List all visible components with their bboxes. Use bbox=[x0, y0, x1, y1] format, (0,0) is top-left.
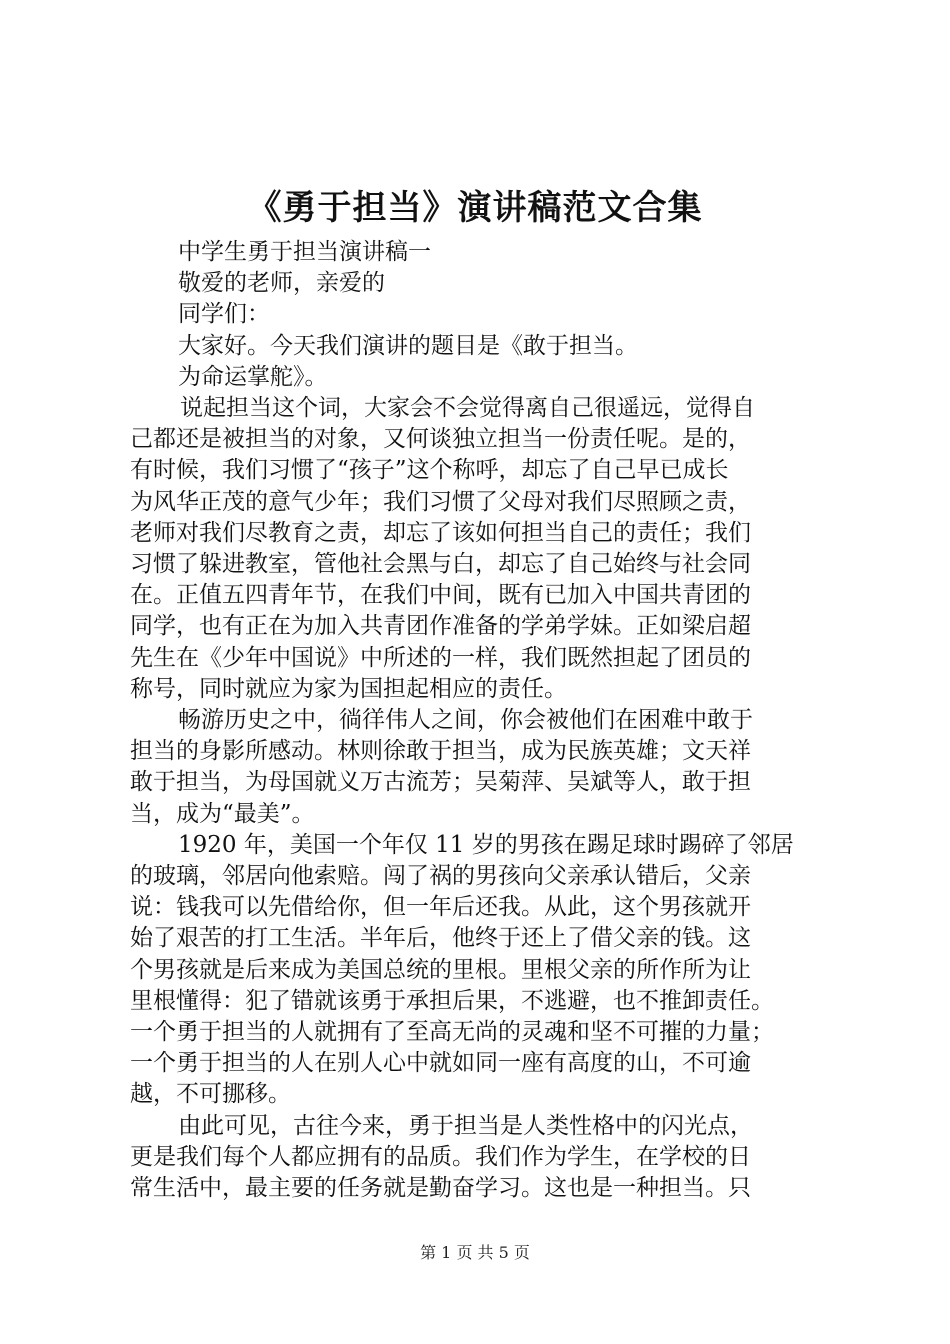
text-line: 里根懂得：犯了错就该勇于承担后果，不逃避，也不推卸责任。 bbox=[130, 987, 774, 1014]
text-line: 更是我们每个人都应拥有的品质。我们作为学生，在学校的日 bbox=[130, 1143, 751, 1170]
text-line: 在。正值五四青年节，在我们中间，既有已加入中国共青团的 bbox=[130, 582, 751, 609]
text-line: 先生在《少年中国说》中所述的一样，我们既然担起了团员的 bbox=[130, 644, 751, 671]
text-line: 当，成为“最美”。 bbox=[130, 800, 315, 827]
text-line: 敬爱的老师，亲爱的 bbox=[178, 270, 385, 297]
text-line: 由此可见，古往今来，勇于担当是人类性格中的闪光点， bbox=[178, 1112, 753, 1139]
document-title: 《勇于担当》演讲稿范文合集 bbox=[247, 188, 703, 228]
text-line: 同学们： bbox=[178, 301, 270, 328]
text-line: 越，不可挪移。 bbox=[130, 1081, 291, 1108]
text-line: 同学，也有正在为加入共青团作准备的学弟学妹。正如梁启超 bbox=[130, 613, 751, 640]
document-body bbox=[130, 237, 835, 1204]
text-line: 己都还是被担当的对象，又何谈独立担当一份责任呢。是的， bbox=[130, 426, 751, 453]
text-line: 1920 年，美国一个年仅 11 岁的男孩在踢足球时踢碎了邻居 bbox=[178, 831, 794, 858]
text-line: 常生活中，最主要的任务就是勤奋学习。这也是一种担当。只 bbox=[130, 1175, 751, 1202]
page-number-footer: 第 1 页 共 5 页 bbox=[420, 1243, 530, 1262]
text-line: 个男孩就是后来成为美国总统的里根。里根父亲的所作所为让 bbox=[130, 956, 751, 983]
text-line: 说起担当这个词，大家会不会觉得离自己很遥远，觉得自 bbox=[180, 395, 755, 422]
text-line: 畅游历史之中，徜徉伟人之间，你会被他们在困难中敢于 bbox=[178, 707, 753, 734]
text-line: 老师对我们尽教育之责，却忘了该如何担当自己的责任；我们 bbox=[130, 519, 751, 546]
text-line: 习惯了躲进教室，管他社会黑与白，却忘了自己始终与社会同 bbox=[130, 551, 751, 578]
text-line: 有时候，我们习惯了“孩子”这个称呼，却忘了自己早已成长 bbox=[130, 457, 729, 484]
text-line: 一个勇于担当的人就拥有了至高无尚的灵魂和坚不可摧的力量； bbox=[130, 1019, 774, 1046]
text-line: 大家好。今天我们演讲的题目是《敢于担当。 bbox=[178, 332, 638, 359]
text-line: 始了艰苦的打工生活。半年后，他终于还上了借父亲的钱。这 bbox=[130, 925, 751, 952]
text-line: 说：钱我可以先借给你，但一年后还我。从此，这个男孩就开 bbox=[130, 894, 751, 921]
text-line: 一个勇于担当的人在别人心中就如同一座有高度的山，不可逾 bbox=[130, 1050, 751, 1077]
text-line: 为风华正茂的意气少年；我们习惯了父母对我们尽照顾之责， bbox=[130, 488, 751, 515]
text-line: 的玻璃，邻居向他索赔。闯了祸的男孩向父亲承认错后，父亲 bbox=[130, 863, 751, 890]
text-line: 为命运掌舵》。 bbox=[178, 363, 328, 390]
text-line: 担当的身影所感动。林则徐敢于担当，成为民族英雄；文天祥 bbox=[130, 738, 751, 765]
text-line: 中学生勇于担当演讲稿一 bbox=[178, 239, 431, 265]
text-line: 称号，同时就应为家为国担起相应的责任。 bbox=[130, 675, 567, 702]
text-line: 敢于担当，为母国就义万古流芳；吴菊萍、吴斌等人，敢于担 bbox=[130, 769, 751, 796]
